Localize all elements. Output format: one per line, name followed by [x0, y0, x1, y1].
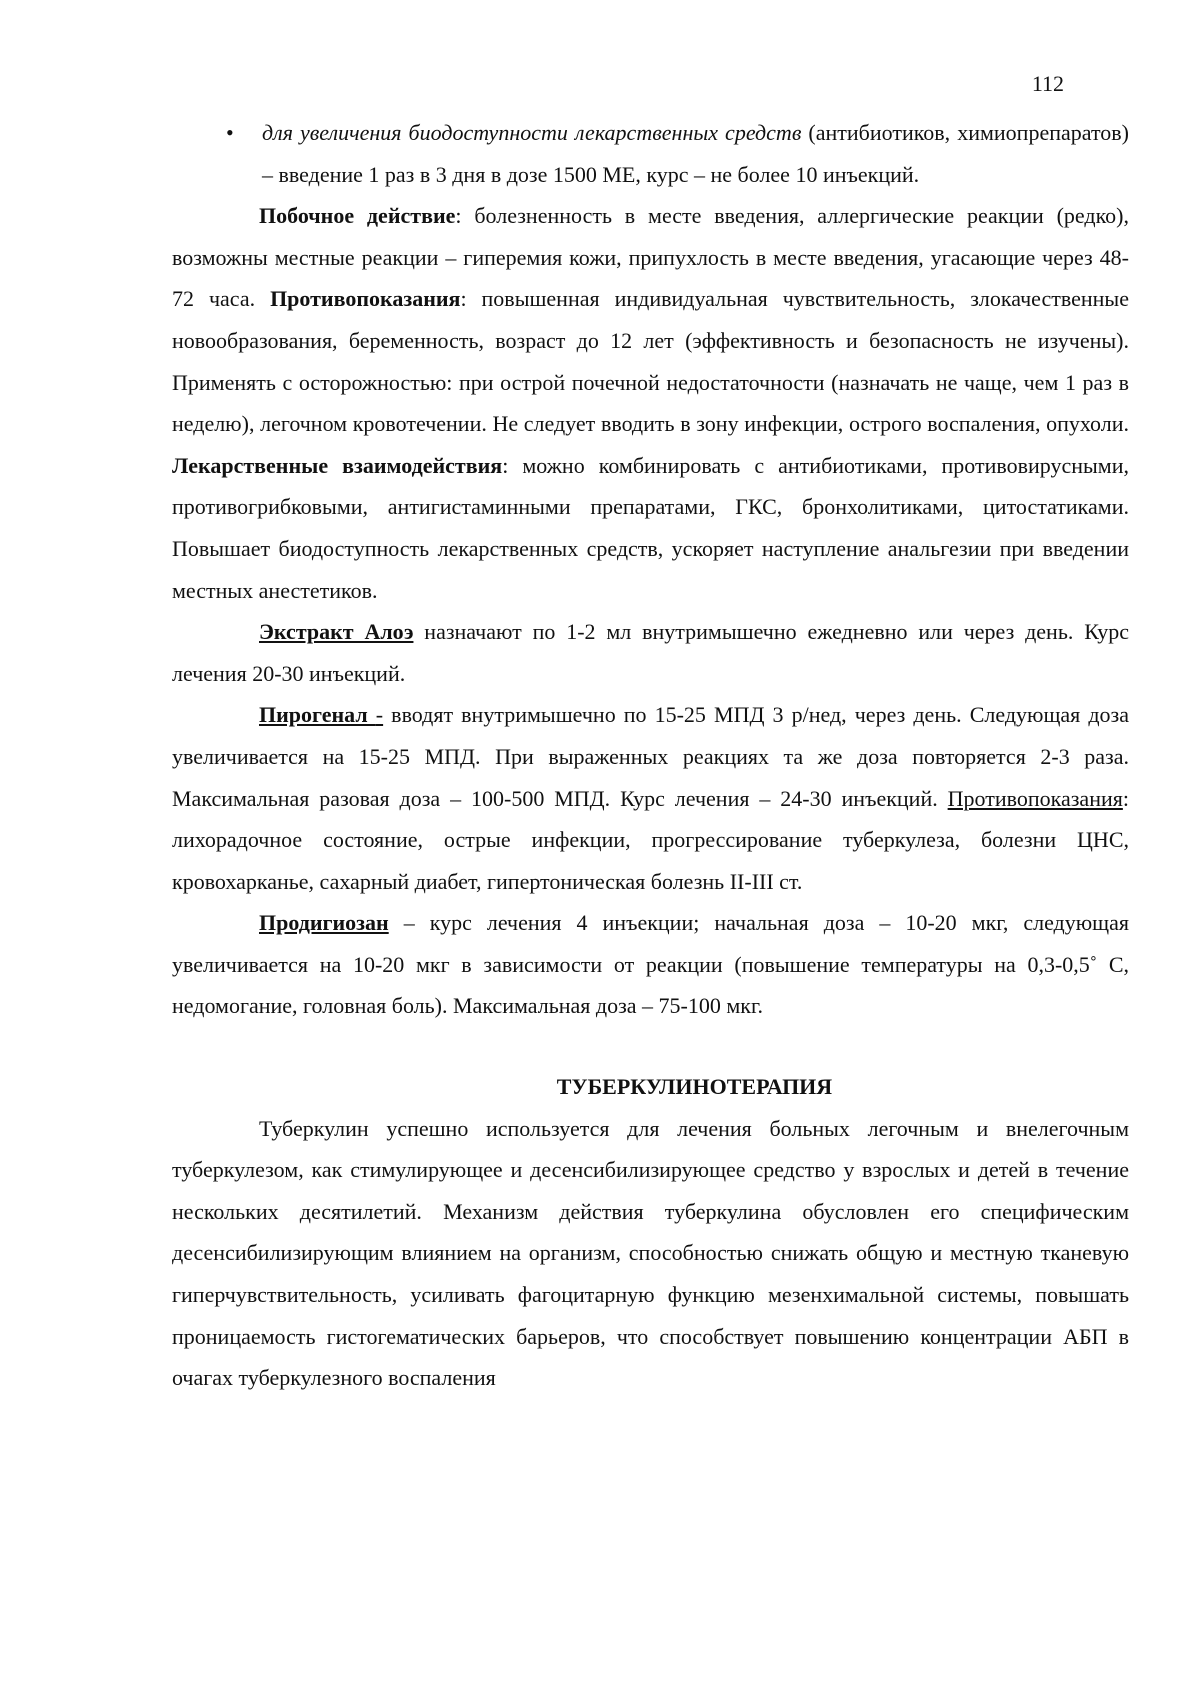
page-content [172, 112, 1129, 1399]
pyrogenal-contraindications-label: Противопоказания [947, 785, 1123, 811]
prodigiosan-text: – курс лечения 4 инъекции; начальная доза – 10-20 мкг, следующая увеличивается на 10-20 мкг в зависимости от реакции (повышение температуры на 0,3-0,5˚ С, недомогание, головная боль). Максимальная доза – 75-100 мкг. [172, 910, 1129, 1019]
paragraph-prodigiosan [172, 902, 1129, 1027]
paragraph-tuberculin: Туберкулин успешно используется для лечения больных легочным и внелегочным туберкулезом, как стимулирующее и десенсибилизирующее средство у взрослых и детей в течение нескольких десятилетий. Механизм действия туберкулина обусловлен его специфическим десенсибилизирующим влиянием на организм, способностью снижать общую и местную тканевую гиперчувствительность, усиливать фагоцитарную функцию мезенхимальной системы, повышать проницаемость гистогематических барьеров, что способствует повышению концентрации АБП в очагах туберкулезного воспаления [172, 1115, 1129, 1391]
paragraph-side-effects [172, 195, 1129, 611]
contraindications-label: Противопоказания [270, 286, 461, 312]
contraindications-text: : повышенная индивидуальная чувствительность, злокачественные новообразования, беременность, возраст до 12 лет (эффективность и безопасность не изучены). Применять с осторожностью: при острой почечной недостаточности (назначать не чаще, чем 1 раз в неделю), легочном кровотечении. Не следует вводить в зону инфекции, острого воспаления, опухоли. [172, 286, 1129, 437]
aloe-label: Экстракт Алоэ [259, 619, 414, 645]
page-number: 112 [1031, 71, 1064, 96]
interactions-text: : можно комбинировать с антибиотиками, противовирусными, противогрибковыми, антигистаминными препаратами, ГКС, бронхолитиками, цитостатиками. Повышает биодоступность лекарственных средств, ускоряет наступление анальгезии при введении местных анестетиков. [172, 452, 1129, 603]
pyrogenal-text: вводят внутримышечно по 15-25 МПД 3 р/нед, через день. Следующая доза увеличивается на 15-25 МПД. При выраженных реакциях та же доза повторяется 2-3 раза. Максимальная разовая доза – 100-500 МПД. Курс лечения – 24-30 инъекций. [172, 702, 1130, 811]
pyrogenal-dash: - [375, 702, 384, 728]
bullet-icon: • [226, 120, 234, 145]
aloe-text: назначают по 1-2 мл внутримышечно ежедневно или через день. Курс лечения 20-30 инъекций. [172, 619, 1129, 686]
interactions-label: Лекарственные взаимодействия [172, 452, 503, 478]
section-heading: ТУБЕРКУЛИНОТЕРАПИЯ [556, 1074, 833, 1100]
prodigiosan-label: Продигиозан [259, 910, 389, 936]
bullet-italic-text: для увеличения биодоступности лекарственных средств [262, 120, 802, 145]
bullet-text: (антибиотиков, химиопрепаратов) – введение 1 раз в 3 дня в дозе 1500 МЕ, курс – не более 10 инъекций. [262, 120, 1129, 187]
pyrogenal-label: Пирогенал [259, 702, 376, 728]
side-effects-label: Побочное действие [259, 203, 456, 229]
side-effects-text: : болезненность в месте введения, аллергические реакции (редко), возможны местные реакции – гиперемия кожи, припухлость в месте введения, угасающие через 48-72 часа. [172, 203, 1129, 312]
section-spacer [172, 1027, 1129, 1066]
list-item-bioavailability [172, 112, 1129, 195]
paragraph-pyrogenal [172, 694, 1129, 902]
pyrogenal-contraindications-text: : лихорадочное состояние, острые инфекции, прогрессирование туберкулеза, болезни ЦНС, кровохарканье, сахарный диабет, гипертоническая болезнь II-III ст. [172, 785, 1129, 894]
paragraph-aloe [172, 611, 1129, 694]
